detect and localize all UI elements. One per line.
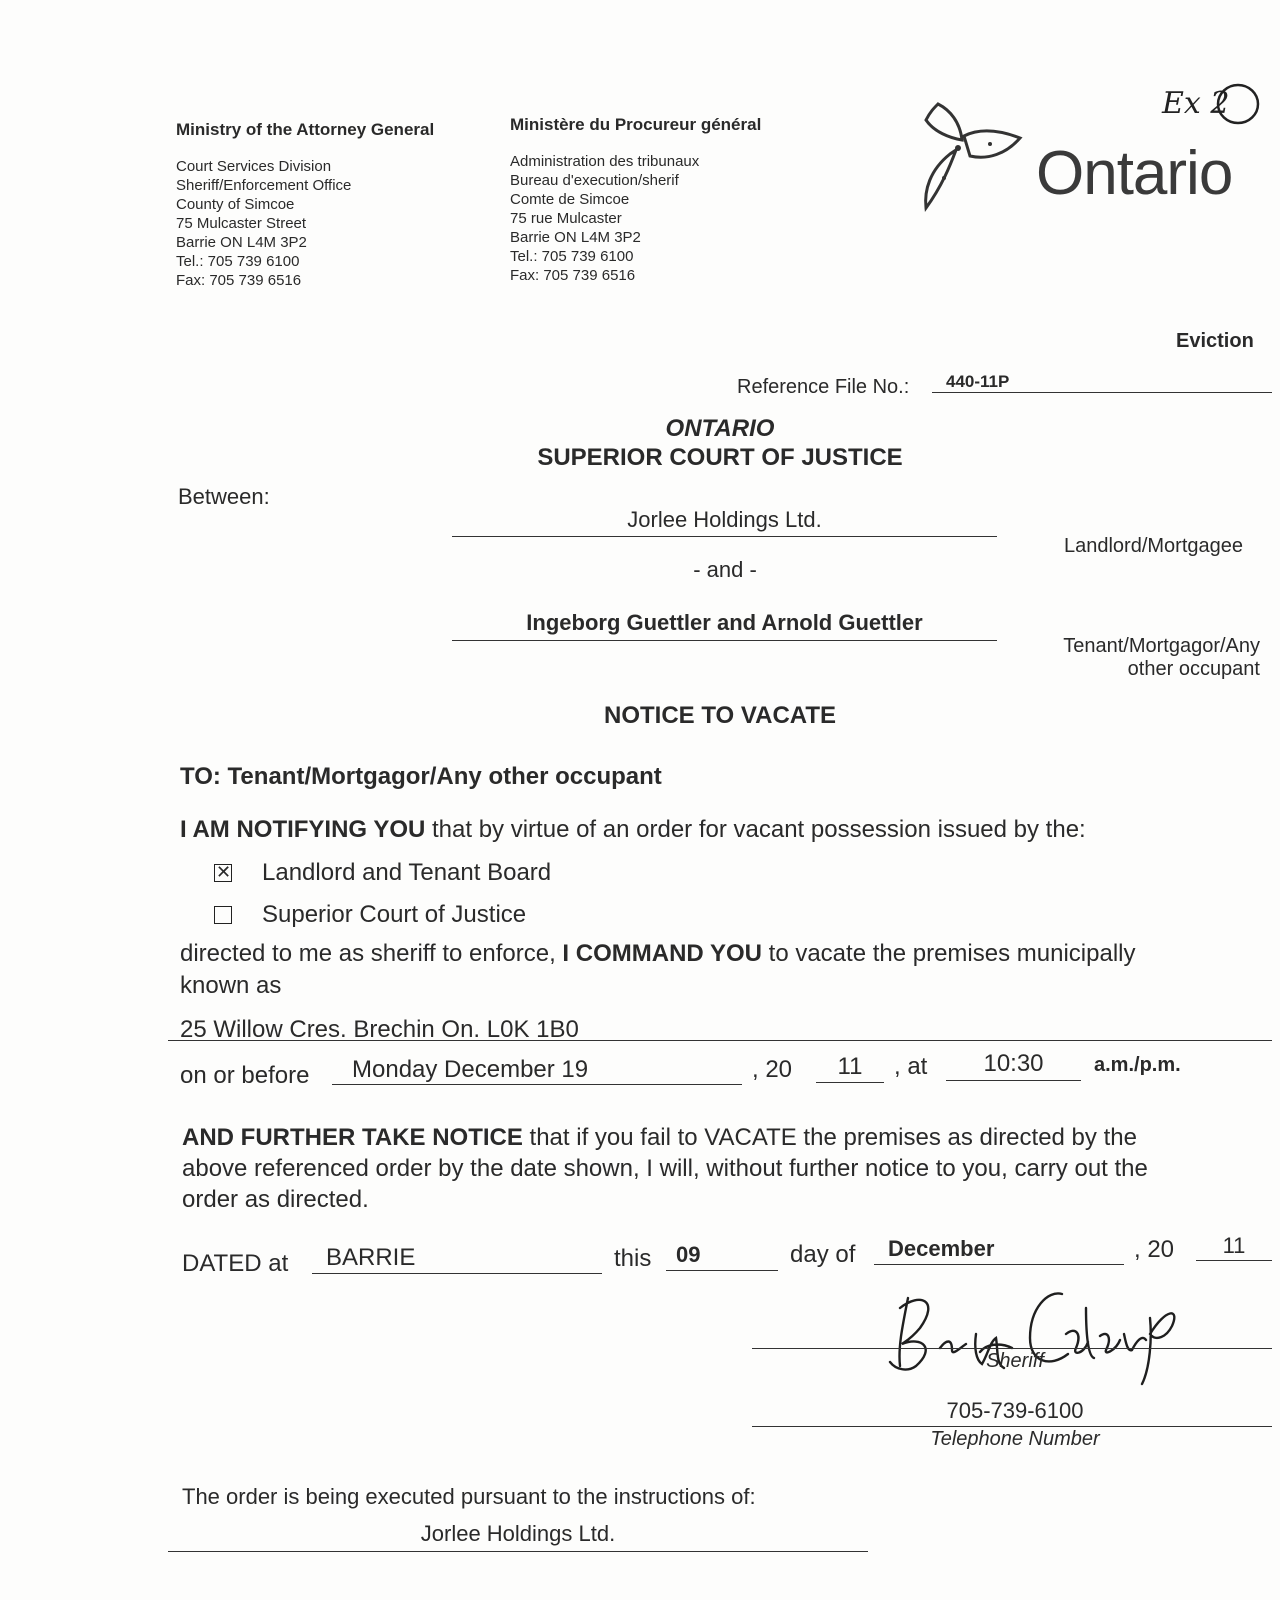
dated-day-underline bbox=[666, 1270, 778, 1271]
court-province: ONTARIO bbox=[665, 415, 775, 442]
header-right bbox=[510, 115, 761, 285]
signature-role: Sheriff bbox=[986, 1350, 1044, 1372]
notifying-rest: that by virtue of an order for vacant possession issued by the: bbox=[425, 816, 1086, 843]
dated-this-label: this bbox=[614, 1245, 652, 1272]
instructions-underline bbox=[168, 1551, 868, 1552]
header-line: Sheriff/Enforcement Office bbox=[176, 177, 352, 194]
deadline-at-label: , at bbox=[894, 1053, 928, 1080]
dated-month-underline bbox=[874, 1264, 1124, 1265]
deadline-time: 10:30 bbox=[983, 1050, 1044, 1077]
header-line: Fax: 705 739 6516 bbox=[176, 272, 302, 289]
option-superior-court: Superior Court of Justice bbox=[262, 901, 527, 928]
further-rest: that if you fail to VACATE the premises as directed by the bbox=[522, 1124, 1137, 1151]
ministry-title-en: Ministry of the Attorney General bbox=[176, 120, 435, 139]
header-line: Comte de Simcoe bbox=[510, 191, 630, 208]
deadline-century: , 20 bbox=[752, 1056, 793, 1083]
checkbox-mark: ✕ bbox=[216, 862, 232, 882]
reference-value: 440-11P bbox=[946, 372, 1010, 391]
signature-line bbox=[752, 1348, 1272, 1349]
ontario-wordmark: Ontario bbox=[1036, 139, 1233, 208]
notice-title: NOTICE TO VACATE bbox=[603, 702, 836, 729]
tenant-underline bbox=[452, 640, 997, 641]
exhibit-mark-text: Ex 2 bbox=[1162, 86, 1230, 121]
ministry-title-fr: Ministère du Procureur général bbox=[510, 115, 762, 134]
court-name: SUPERIOR COURT OF JUSTICE bbox=[537, 444, 903, 471]
dated-year: 11 bbox=[1222, 1233, 1246, 1258]
further-line2: above referenced order by the date shown, I will, without further notice to you, carry out the bbox=[182, 1155, 1148, 1182]
deadline-year-underline bbox=[816, 1082, 884, 1083]
form-type-label: Eviction bbox=[1176, 330, 1254, 352]
header-line: Bureau d'execution/sherif bbox=[510, 172, 679, 189]
telephone-label: Telephone Number bbox=[930, 1428, 1100, 1450]
landlord-underline bbox=[452, 536, 997, 537]
reference-underline bbox=[932, 392, 1272, 393]
dated-year-underline bbox=[1196, 1260, 1272, 1261]
header-line: Tel.: 705 739 6100 bbox=[510, 248, 634, 265]
option-landlord-tenant-board: Landlord and Tenant Board bbox=[262, 859, 552, 886]
further-bold: AND FURTHER TAKE NOTICE bbox=[182, 1124, 523, 1151]
dated-century: , 20 bbox=[1134, 1236, 1175, 1263]
landlord-role: Landlord/Mortgagee bbox=[1064, 535, 1244, 557]
command-line2: known as bbox=[180, 972, 282, 999]
header-line: Barrie ON L4M 3P2 bbox=[510, 229, 641, 246]
dated-place-underline bbox=[312, 1273, 602, 1274]
command-bold: I COMMAND YOU bbox=[562, 940, 762, 967]
address-underline bbox=[168, 1040, 1272, 1041]
trillium-icon bbox=[920, 100, 1030, 215]
dated-day: 09 bbox=[676, 1242, 701, 1267]
header-left bbox=[176, 120, 434, 290]
deadline-ampm: a.m./p.m. bbox=[1094, 1054, 1181, 1076]
instructions-label: The order is being executed pursuant to the instructions of: bbox=[182, 1484, 756, 1509]
further-line1 bbox=[182, 1122, 1148, 1153]
instructions-value: Jorlee Holdings Ltd. bbox=[420, 1521, 616, 1546]
header-line: 75 Mulcaster Street bbox=[176, 215, 307, 232]
deadline-year: 11 bbox=[837, 1053, 863, 1080]
tenant-role-line1: Tenant/Mortgagor/Any bbox=[1063, 635, 1260, 657]
deadline-label: on or before bbox=[180, 1062, 310, 1089]
between-label: Between: bbox=[178, 484, 270, 509]
reference-label: Reference File No.: bbox=[737, 376, 910, 398]
premises-address: 25 Willow Cres. Brechin On. L0K 1B0 bbox=[180, 1016, 579, 1043]
tenant-role bbox=[1040, 635, 1260, 681]
deadline-date: Monday December 19 bbox=[352, 1056, 589, 1083]
dated-label: DATED at bbox=[182, 1250, 289, 1277]
header-line: Court Services Division bbox=[176, 158, 332, 175]
checkbox-landlord-tenant-board[interactable] bbox=[214, 864, 232, 882]
to-line: TO: Tenant/Mortgagor/Any other occupant bbox=[180, 763, 662, 790]
command-pre: directed to me as sheriff to enforce, bbox=[180, 940, 563, 967]
landlord-name: Jorlee Holdings Ltd. bbox=[627, 507, 822, 532]
deadline-time-underline bbox=[946, 1080, 1081, 1081]
tenant-names: Ingeborg Guettler and Arnold Guettler bbox=[526, 610, 923, 635]
command-statement bbox=[180, 940, 1135, 968]
further-line3: order as directed. bbox=[182, 1186, 369, 1213]
telephone-value: 705-739-6100 bbox=[946, 1398, 1084, 1423]
tenant-role-line2: other occupant bbox=[1127, 658, 1260, 680]
header-line: Fax: 705 739 6516 bbox=[510, 267, 636, 284]
exhibit-circle-icon bbox=[1214, 80, 1266, 128]
dated-month: December bbox=[888, 1236, 995, 1261]
notifying-statement bbox=[180, 816, 1086, 844]
header-line: Administration des tribunaux bbox=[510, 153, 700, 170]
deadline-date-underline bbox=[332, 1084, 742, 1085]
dated-dayof-label: day of bbox=[790, 1241, 856, 1268]
notifying-bold: I AM NOTIFYING YOU bbox=[180, 816, 426, 843]
dated-place: BARRIE bbox=[326, 1244, 416, 1271]
command-post: to vacate the premises municipally bbox=[761, 940, 1136, 967]
header-line: Barrie ON L4M 3P2 bbox=[176, 234, 307, 251]
header-line: Tel.: 705 739 6100 bbox=[176, 253, 300, 270]
checkbox-superior-court[interactable] bbox=[214, 906, 232, 924]
telephone-underline bbox=[752, 1426, 1272, 1427]
and-label: - and - bbox=[693, 557, 757, 582]
header-line: 75 rue Mulcaster bbox=[510, 210, 622, 227]
header-line: County of Simcoe bbox=[176, 196, 295, 213]
further-notice bbox=[182, 1122, 1148, 1215]
exhibit-mark bbox=[1160, 80, 1270, 130]
